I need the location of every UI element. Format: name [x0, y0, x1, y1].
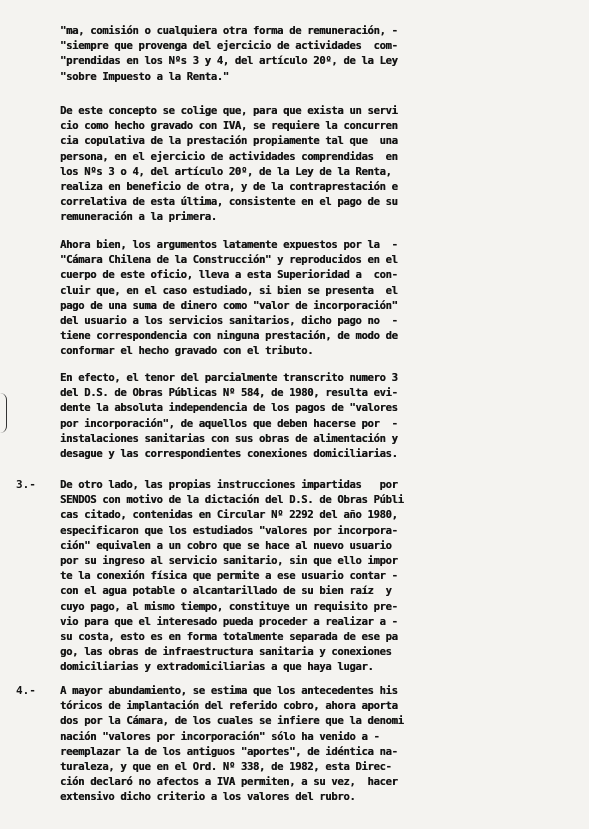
text-line: En efecto, el tenor del parcialmente transcrito numero 3 — [60, 372, 398, 384]
text-line: cuyo pago, al mismo tiempo, constituye un requisito pre- — [60, 600, 398, 613]
text-line: por su ingreso al servicio sanitario, sin que ello impor — [60, 555, 398, 568]
text-line: De otro lado, las propias instrucciones impartidas por — [60, 479, 398, 491]
text-line: por incorporación", de aquellos que deben hacerse por - — [60, 417, 398, 430]
text-line: tóricos de implantación del referido cobro, ahora aporta — [60, 700, 398, 713]
text-line: cio como hecho gravado con IVA, se requiere la concurren — [60, 120, 398, 133]
text-line: ción declaró no afectos a IVA permiten, a su vez, hacer — [60, 776, 398, 789]
paragraph — [60, 478, 580, 676]
paragraph — [60, 684, 580, 806]
text-line: A mayor abundamiento, se estima que los antecedentes his — [60, 685, 398, 697]
text-line: "prendidas en los Nºs 3 y 4, del artículo 20º, de la Ley — [60, 55, 398, 68]
text-line: domiciliarias y extradomiciliarias a que haya lugar. — [60, 661, 374, 674]
text-line: ción" equivalen a un cobro que se hace al nuevo usuario — [60, 539, 392, 552]
text-line: dos por la Cámara, de los cuales se infiere que la denomi — [60, 715, 404, 728]
text-line: su costa, esto es en forma totalmente separada de ese pa — [60, 631, 398, 644]
text-line: tiene correspondencia con ninguna prestación, de modo de — [60, 330, 398, 343]
paragraph — [60, 104, 580, 226]
text-line: "siempre que provenga del ejercicio de actividades com- — [60, 40, 398, 53]
text-line: "sobre Impuesto a la Renta." — [60, 70, 229, 83]
text-line: desague y las correspondientes conexiones domiciliarias. — [60, 448, 398, 461]
text-line: especificaron que los estudiados "valores por incorpora- — [60, 524, 398, 537]
text-line: te la conexión física que permite a ese usuario contar - — [60, 570, 398, 583]
text-line: realiza en beneficio de otra, y de la contraprestación e — [60, 181, 398, 194]
text-line: pago de una suma de dinero como "valor de incorporación" — [60, 299, 398, 312]
text-line: instalaciones sanitarias con sus obras de alimentación y — [60, 432, 398, 445]
text-line: del D.S. de Obras Públicas Nº 584, de 1980, resulta evi- — [60, 387, 398, 400]
text-line: correlativa de esta última, consistente en el pago de su — [60, 196, 398, 209]
text-line: cluir que, en el caso estudiado, si bien se presenta el — [60, 284, 398, 297]
text-line: "Cámara Chilena de la Construcción" y reproducidos en el — [60, 254, 398, 267]
text-line: persona, en el ejercicio de actividades comprendidas en — [60, 150, 398, 163]
text-line: vio para que el interesado pueda proceder a realizar a - — [60, 615, 398, 628]
binder-hole-mark — [0, 393, 7, 433]
text-line: De este concepto se colige que, para que exista un servi — [60, 105, 398, 117]
text-line: SENDOS con motivo de la dictación del D.S. de Obras Públi — [60, 494, 404, 507]
text-line: dente la absoluta independencia de los pagos de "valores — [60, 402, 398, 415]
paragraph-number: 3.- — [16, 478, 36, 491]
text-line: cuerpo de este oficio, lleva a esta Superioridad a con- — [60, 269, 398, 282]
paragraph — [60, 238, 580, 360]
text-line: turaleza, y que en el Ord. Nº 338, de 1982, esta Direc- — [60, 761, 392, 774]
text-line: remuneración a la primera. — [60, 211, 217, 224]
text-line: cia copulativa de la prestación propiamente tal que una — [60, 135, 398, 148]
text-line: con el agua potable o alcantarillado de su bien raíz y — [60, 585, 392, 598]
text-line: conformar el hecho gravado con el tributo. — [60, 345, 314, 358]
text-line: "ma, comisión o cualquiera otra forma de remuneración, - — [60, 25, 398, 37]
paragraph-number: 4.- — [16, 684, 36, 697]
paragraph — [60, 371, 580, 462]
text-line: extensivo dicho criterio a los valores del rubro. — [60, 791, 356, 804]
text-line: del usuario a los servicios sanitarios, dicho pago no - — [60, 315, 398, 328]
text-line: los Nºs 3 o 4, del artículo 20º, de la Ley de la Renta, — [60, 165, 392, 178]
text-line: go, las obras de infraestructura sanitaria y conexiones — [60, 646, 392, 659]
paragraph — [60, 24, 580, 85]
text-line: Ahora bien, los argumentos latamente expuestos por la - — [60, 239, 398, 251]
text-line: nación "valores por incorporación" sólo ha venido a - — [60, 730, 380, 743]
text-line: reemplazar la de los antiguos "aportes", de idéntica na- — [60, 745, 398, 758]
text-line: cas citado, contenidas en Circular Nº 2292 del año 1980, — [60, 509, 398, 522]
